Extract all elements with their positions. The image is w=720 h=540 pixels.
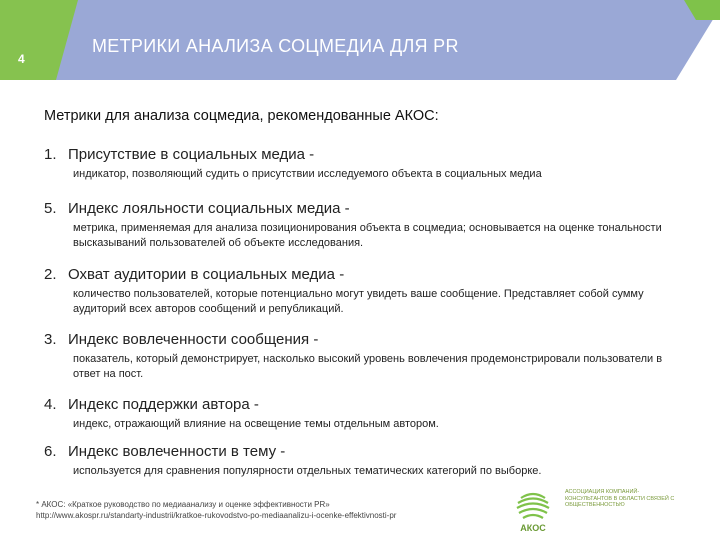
metric-title: Индекс поддержки автора - — [68, 396, 259, 413]
metric-title: Индекс лояльности социальных медиа - — [68, 200, 350, 217]
metric-item — [44, 396, 684, 432]
akos-logo-icon — [508, 488, 558, 534]
metric-item — [44, 146, 684, 182]
metric-item — [44, 266, 684, 317]
metric-title: Присутствие в социальных медиа - — [68, 146, 315, 163]
page-number: 4 — [18, 52, 25, 66]
slide-title: МЕТРИКИ АНАЛИЗА СОЦМЕДИА ДЛЯ PR — [92, 36, 459, 56]
metric-description: используется для сравнения популярности отдельных тематических категорий по выборке. — [73, 465, 542, 477]
footnote-link[interactable]: http://www.akospr.ru/standarty-industrii/kratkoe-rukovodstvo-po-mediaanalizu-i-ocenke-effektivnosti-pr — [36, 511, 397, 520]
metric-item — [44, 331, 684, 382]
metric-description: количество пользователей, которые потенциально могут увидеть ваше сообщение. Представляет собой сумму аудиторий всех авторов сообщений и републикаций. — [73, 288, 644, 315]
metric-description: метрика, применяемая для анализа позиционирования объекта в соцмедиа; основывается на оценке тональности высказываний пользователей об объекте исследования. — [73, 222, 662, 249]
logo-caption: АССОЦИАЦИЯ КОМПАНИЙ-КОНСУЛЬТАНТОВ В ОБЛАСТИ СВЯЗЕЙ С ОБЩЕСТВЕННОСТЬЮ — [565, 489, 675, 508]
metric-title: Индекс вовлеченности в тему - — [68, 443, 286, 460]
metric-item — [44, 200, 684, 251]
metric-number: 5. — [44, 200, 57, 217]
metric-description: индикатор, позволяющий судить о присутствии исследуемого объекта в социальных медиа — [73, 168, 542, 180]
metric-description: показатель, который демонстрирует, насколько высокий уровень вовлечения продемонстрировали пользователи в ответ на пост. — [73, 353, 663, 380]
metric-title: Охват аудитории в социальных медиа - — [68, 266, 345, 283]
metric-number: 2. — [44, 266, 57, 283]
metric-description: индекс, отражающий влияние на освещение темы отдельным автором. — [73, 418, 439, 430]
footnote-source: * АКОС: «Краткое руководство по медиаанализу и оценке эффективности PR» — [36, 500, 330, 509]
metric-number: 6. — [44, 443, 57, 460]
metric-number: 3. — [44, 331, 57, 348]
logo-wordmark: АКОС — [520, 523, 546, 533]
metric-number: 1. — [44, 146, 57, 163]
metric-number: 4. — [44, 396, 57, 413]
subtitle: Метрики для анализа соцмедиа, рекомендованные АКОС: — [44, 108, 439, 124]
metric-item — [44, 443, 684, 479]
footnote — [36, 499, 396, 521]
metric-title: Индекс вовлеченности сообщения - — [68, 331, 319, 348]
